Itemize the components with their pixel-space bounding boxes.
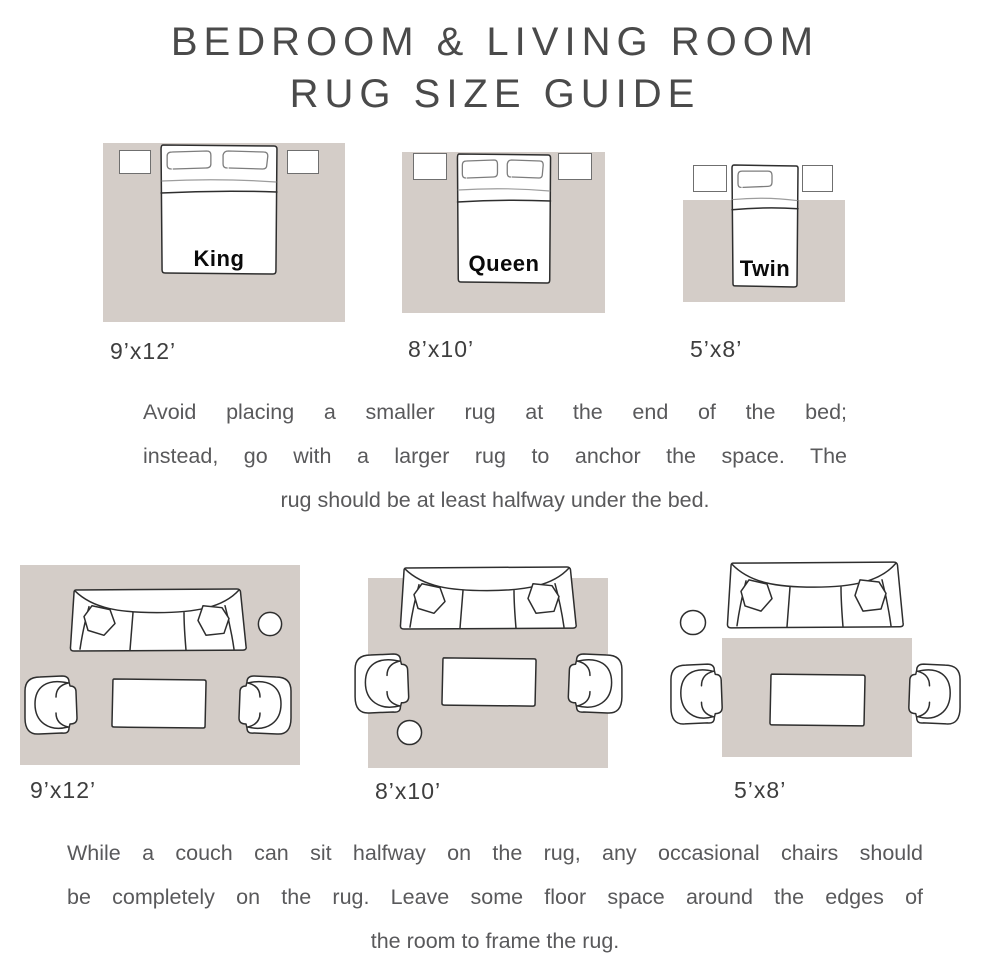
rug-size-label: 8’x10’ bbox=[375, 778, 442, 804]
bed-type-label: Twin bbox=[739, 256, 791, 281]
rug-size-label: 5’x8’ bbox=[734, 777, 787, 803]
living-room-note bbox=[67, 831, 923, 962]
armchair-right-icon bbox=[557, 652, 625, 715]
note-line: Avoid placing a smaller rug at the end of the bed; bbox=[143, 400, 847, 424]
armchair-right-icon bbox=[898, 662, 963, 726]
note-line: the room to frame the rug. bbox=[370, 929, 620, 953]
page-title bbox=[0, 16, 990, 120]
coffee-table-icon bbox=[110, 677, 208, 730]
nightstand-left-icon bbox=[119, 150, 151, 174]
nightstand-right-icon bbox=[802, 165, 833, 192]
sofa-icon bbox=[395, 564, 580, 633]
rug-size-label: 9’x12’ bbox=[110, 338, 177, 364]
bed-type-label: King bbox=[193, 246, 245, 271]
rug-size-label: 5’x8’ bbox=[690, 336, 743, 362]
armchair-left-icon bbox=[22, 674, 88, 736]
bedroom-note bbox=[143, 390, 847, 522]
note-line: rug should be at least halfway under the bed. bbox=[280, 488, 710, 512]
nightstand-left-icon bbox=[693, 165, 727, 192]
nightstand-left-icon bbox=[413, 153, 447, 180]
armchair-left-icon bbox=[352, 652, 420, 715]
armchair-right-icon bbox=[228, 674, 294, 736]
coffee-table-icon bbox=[440, 656, 538, 708]
bed-type-label: Queen bbox=[468, 251, 540, 276]
nightstand-right-icon bbox=[558, 153, 592, 180]
stool-icon bbox=[396, 719, 423, 746]
armchair-left-icon bbox=[668, 662, 733, 726]
sofa-icon bbox=[65, 586, 250, 655]
side-table-icon bbox=[257, 611, 283, 637]
note-line: While a couch can sit halfway on the rug, any occasional chairs should bbox=[67, 841, 923, 865]
rug-size-label: 9’x12’ bbox=[30, 777, 97, 803]
note-line: be completely on the rug. Leave some floor space around the edges of bbox=[67, 885, 923, 909]
nightstand-right-icon bbox=[287, 150, 319, 174]
side-table-icon bbox=[679, 609, 707, 636]
rug-size-label: 8’x10’ bbox=[408, 336, 475, 362]
note-line: instead, go with a larger rug to anchor the space. The bbox=[143, 444, 847, 468]
title-line-1: BEDROOM & LIVING ROOM bbox=[170, 20, 820, 64]
coffee-table-icon bbox=[768, 672, 867, 728]
sofa-icon bbox=[722, 559, 907, 632]
title-line-2: RUG SIZE GUIDE bbox=[289, 72, 701, 116]
